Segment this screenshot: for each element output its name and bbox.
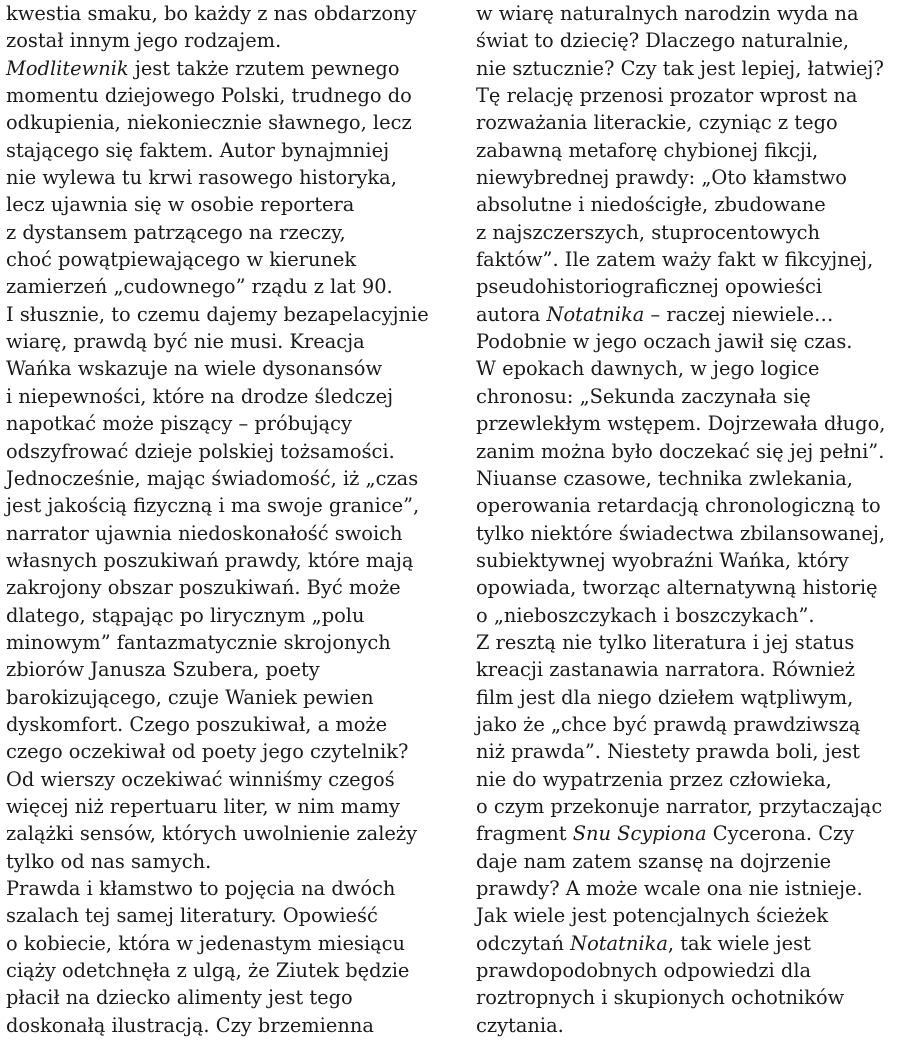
text-segment: o czym przekonuje narrator, przytaczając bbox=[476, 794, 883, 818]
text-segment: faktów”. Ile zatem waży fakt w fikcyjnej, bbox=[476, 248, 874, 272]
text-segment: świat to dziecię? Dlaczego naturalnie, bbox=[476, 29, 850, 53]
text-segment: daje nam zatem szansę na dojrzenie bbox=[476, 849, 832, 873]
text-segment: operowania retardacją chronologiczną to bbox=[476, 494, 881, 518]
text-line bbox=[476, 328, 896, 355]
text-segment: więcej niż repertuaru liter, w nim mamy bbox=[6, 794, 400, 818]
text-segment: Z resztą nie tylko literatura i jej status bbox=[476, 630, 855, 654]
text-segment: pseudohistoriograficznej opowieści bbox=[476, 275, 823, 299]
text-segment: fragment bbox=[476, 822, 573, 846]
text-line bbox=[6, 137, 436, 164]
text-segment: chronosu: „Sekunda zaczynała się bbox=[476, 384, 811, 408]
text-line bbox=[6, 902, 436, 929]
text-line bbox=[6, 848, 436, 875]
text-segment: czego oczekiwał od poety jego czytelnik? bbox=[6, 740, 409, 764]
text-segment: płacił na dziecko alimenty jest tego bbox=[6, 986, 353, 1010]
text-line bbox=[476, 219, 896, 246]
text-line bbox=[6, 1012, 436, 1039]
text-line bbox=[476, 766, 896, 793]
text-line bbox=[6, 492, 436, 519]
text-segment: tylko od nas samych. bbox=[6, 849, 212, 873]
text-line bbox=[476, 55, 896, 82]
text-segment: nie sztucznie? Czy tak jest lepiej, łatwiej? bbox=[476, 56, 884, 80]
text-line bbox=[6, 957, 436, 984]
text-segment: film jest dla niego dziełem wątpliwym, bbox=[476, 685, 854, 709]
text-segment: , tak wiele jest bbox=[667, 931, 811, 955]
text-line bbox=[6, 164, 436, 191]
text-segment: choć powątpiewającego w kierunek bbox=[6, 248, 357, 272]
text-line bbox=[476, 82, 896, 109]
text-segment: zbiorów Janusza Szubera, poety bbox=[6, 658, 320, 682]
text-line bbox=[6, 355, 436, 382]
text-column-right bbox=[476, 0, 896, 1039]
text-segment: Jak wiele jest potencjalnych ścieżek bbox=[476, 904, 829, 928]
text-line bbox=[6, 273, 436, 300]
text-line bbox=[476, 137, 896, 164]
text-segment: odczytań bbox=[476, 931, 571, 955]
text-line bbox=[6, 820, 436, 847]
text-segment: niewybrednej prawdy: „Oto kłamstwo bbox=[476, 166, 847, 190]
text-segment: tylko niektóre świadectwa zbilansowanej, bbox=[476, 521, 886, 545]
text-segment: zamierzeń „cudownego” rządu z lat 90. bbox=[6, 275, 393, 299]
text-line bbox=[6, 27, 436, 54]
text-segment: w wiarę naturalnych narodzin wyda na bbox=[476, 2, 859, 25]
text-segment: roztropnych i skupionych ochotników bbox=[476, 986, 845, 1010]
text-column-left bbox=[6, 0, 436, 1039]
text-line bbox=[476, 492, 896, 519]
text-line bbox=[476, 902, 896, 929]
text-segment: i niepewności, które na drodze śledczej bbox=[6, 384, 394, 408]
text-segment: odkupienia, niekoniecznie sławnego, lecz bbox=[6, 111, 412, 135]
text-segment: Prawda i kłamstwo to pojęcia na dwóch bbox=[6, 877, 396, 900]
text-segment: Tę relację przenosi prozator wprost na bbox=[476, 84, 858, 108]
text-line bbox=[6, 219, 436, 246]
text-segment: kwestia smaku, bo każdy z nas obdarzony bbox=[6, 2, 417, 25]
text-line bbox=[6, 465, 436, 492]
text-line bbox=[476, 520, 896, 547]
text-line bbox=[6, 793, 436, 820]
text-line bbox=[6, 328, 436, 355]
text-segment: Podobnie w jego oczach jawił się czas. bbox=[476, 330, 853, 354]
text-line bbox=[476, 656, 896, 683]
text-line bbox=[6, 547, 436, 574]
text-segment: odszyfrować dzieje polskiej tożsamości. bbox=[6, 439, 395, 463]
text-line bbox=[6, 656, 436, 683]
text-segment: napotkać może piszący – próbujący bbox=[6, 412, 353, 436]
text-line bbox=[6, 0, 436, 27]
text-segment: szalach tej samej literatury. Opowieść bbox=[6, 904, 378, 928]
text-line bbox=[6, 438, 436, 465]
text-line bbox=[476, 875, 896, 902]
text-segment: o „nieboszczykach i boszczykach”. bbox=[476, 603, 815, 627]
text-segment: z dystansem patrzącego na rzeczy, bbox=[6, 220, 346, 244]
italic-title: Notatnika bbox=[570, 931, 668, 955]
text-line bbox=[6, 766, 436, 793]
text-segment: dyskomfort. Czego poszukiwał, a może bbox=[6, 712, 388, 736]
text-line bbox=[476, 273, 896, 300]
text-line bbox=[476, 383, 896, 410]
text-line bbox=[6, 602, 436, 629]
text-line bbox=[476, 684, 896, 711]
text-line bbox=[476, 602, 896, 629]
text-segment: zakrojony obszar poszukiwań. Być może bbox=[6, 576, 401, 600]
text-line bbox=[476, 410, 896, 437]
text-segment: prawdopodobnych odpowiedzi dla bbox=[476, 959, 812, 983]
text-segment: momentu dziejowego Polski, trudnego do bbox=[6, 84, 412, 108]
text-segment: jest także rzutem pewnego bbox=[128, 56, 400, 80]
italic-title: Snu Scypiona bbox=[572, 822, 707, 846]
text-segment: prawdy? A może wcale ona nie istnieje. bbox=[476, 877, 863, 900]
text-segment: ciąży odetchnęła z ulgą, że Ziutek będzie bbox=[6, 959, 410, 983]
text-line bbox=[476, 301, 896, 328]
text-segment: z najszczerszych, stuprocentowych bbox=[476, 220, 821, 244]
text-line bbox=[6, 984, 436, 1011]
text-line bbox=[476, 738, 896, 765]
text-segment: jest jakością fizyczną i ma swoje granice”, bbox=[6, 494, 420, 518]
text-line bbox=[476, 109, 896, 136]
text-line bbox=[6, 930, 436, 957]
text-line bbox=[6, 629, 436, 656]
text-line bbox=[6, 82, 436, 109]
text-line bbox=[476, 984, 896, 1011]
text-line bbox=[476, 465, 896, 492]
text-line bbox=[476, 547, 896, 574]
text-line bbox=[6, 410, 436, 437]
text-segment: jako że „chce być prawdą prawdziwszą bbox=[476, 712, 861, 736]
text-line bbox=[476, 246, 896, 273]
text-line bbox=[476, 793, 896, 820]
text-line bbox=[6, 711, 436, 738]
text-segment: został innym jego rodzajem. bbox=[6, 29, 282, 53]
text-segment: Jednocześnie, mając świadomość, iż „czas bbox=[6, 466, 419, 490]
text-segment: nie wylewa tu krwi rasowego historyka, bbox=[6, 166, 397, 190]
text-segment: zabawną metaforę chybionej fikcji, bbox=[476, 138, 819, 162]
text-segment: barokizującego, czuje Waniek pewien bbox=[6, 685, 374, 709]
text-segment: przewlekłym wstępem. Dojrzewała długo, bbox=[476, 412, 886, 436]
text-segment: stającego się faktem. Autor bynajmniej bbox=[6, 138, 390, 162]
text-segment: rozważania literackie, czyniąc z tego bbox=[476, 111, 838, 135]
text-line bbox=[476, 957, 896, 984]
text-segment: Wańka wskazuje na wiele dysonansów bbox=[6, 357, 383, 381]
text-segment: nie do wypatrzenia przez człowieka, bbox=[476, 767, 832, 791]
text-line bbox=[6, 738, 436, 765]
italic-title: Notatnika bbox=[546, 302, 645, 326]
text-segment: zanim można było doczekać się jej pełni”. bbox=[476, 439, 885, 463]
text-segment: czytania. bbox=[476, 1013, 564, 1037]
text-line bbox=[476, 930, 896, 957]
text-segment: absolutne i niedościgłe, zbudowane bbox=[476, 193, 826, 217]
text-line bbox=[6, 383, 436, 410]
text-line bbox=[476, 629, 896, 656]
text-segment: dlatego, stąpając po lirycznym „polu bbox=[6, 603, 365, 627]
text-segment: I słusznie, to czemu dajemy bezapelacyjnie bbox=[6, 302, 429, 326]
text-line bbox=[476, 27, 896, 54]
text-line bbox=[6, 246, 436, 273]
text-line bbox=[476, 438, 896, 465]
text-segment: niż prawda”. Niestety prawda boli, jest bbox=[476, 740, 860, 764]
text-segment: lecz ujawnia się w osobie reportera bbox=[6, 193, 355, 217]
text-segment: Niuanse czasowe, technika zwlekania, bbox=[476, 466, 853, 490]
text-line bbox=[476, 820, 896, 847]
text-segment: subiektywnej wyobraźni Wańka, który bbox=[476, 548, 849, 572]
text-line bbox=[6, 191, 436, 218]
text-segment: – raczej niewiele… bbox=[644, 302, 834, 326]
text-segment: opowiada, tworząc alternatywną historię bbox=[476, 576, 878, 600]
text-segment: Od wierszy oczekiwać winniśmy czegoś bbox=[6, 767, 395, 791]
text-line bbox=[476, 191, 896, 218]
text-line bbox=[476, 574, 896, 601]
text-segment: narrator ujawnia niedoskonałość swoich bbox=[6, 521, 403, 545]
text-segment: wiarę, prawdą być nie musi. Kreacja bbox=[6, 330, 365, 354]
text-line bbox=[476, 0, 896, 27]
text-line bbox=[6, 301, 436, 328]
text-segment: minowym” fantazmatycznie skrojonych bbox=[6, 630, 391, 654]
text-segment: W epokach dawnych, w jego logice bbox=[476, 357, 820, 381]
italic-title: Modlitewnik bbox=[6, 56, 129, 80]
text-line bbox=[6, 109, 436, 136]
text-line bbox=[476, 355, 896, 382]
text-segment: własnych poszukiwań prawdy, które mają bbox=[6, 548, 414, 572]
text-line bbox=[476, 1012, 896, 1039]
text-segment: zalążki sensów, których uwolnienie zależy bbox=[6, 822, 418, 846]
text-line bbox=[6, 684, 436, 711]
text-line bbox=[6, 520, 436, 547]
text-segment: autora bbox=[476, 302, 547, 326]
text-line bbox=[6, 55, 436, 82]
text-segment: Cycerona. Czy bbox=[706, 822, 855, 846]
text-line bbox=[6, 875, 436, 902]
text-segment: o kobiecie, która w jedenastym miesiącu bbox=[6, 931, 405, 955]
text-line bbox=[476, 848, 896, 875]
text-line bbox=[476, 164, 896, 191]
text-line bbox=[476, 711, 896, 738]
text-segment: doskonałą ilustracją. Czy brzemienna bbox=[6, 1013, 374, 1037]
text-segment: kreacji zastanawia narratora. Również bbox=[476, 658, 855, 682]
text-line bbox=[6, 574, 436, 601]
